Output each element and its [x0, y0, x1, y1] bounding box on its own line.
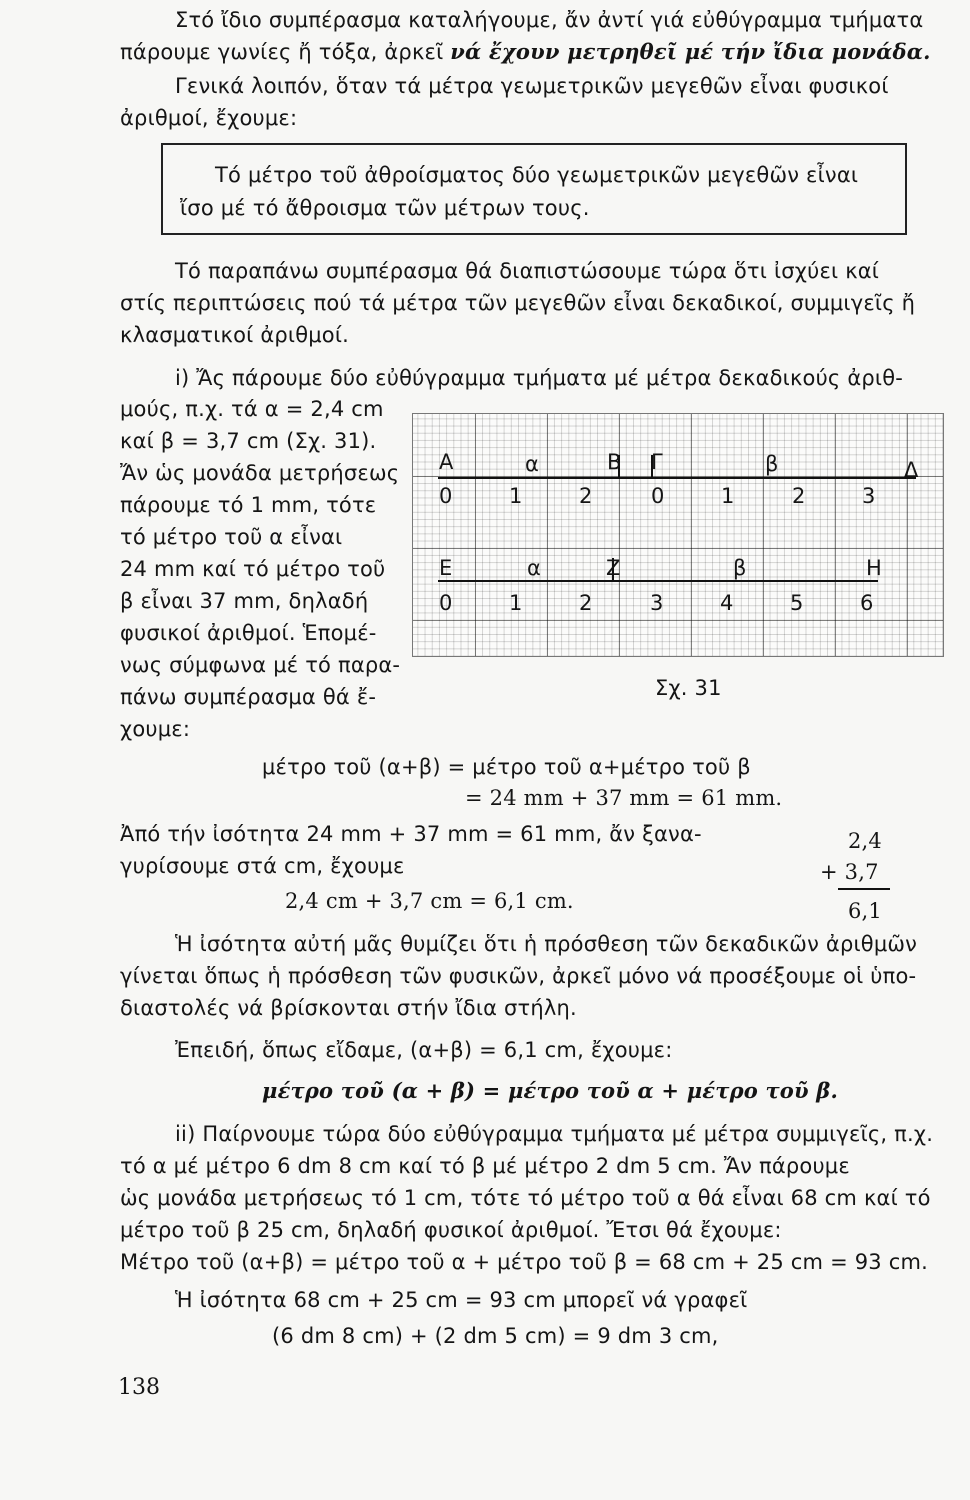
text-line: i) Ἄς πάρουμε δύο εὐθύγραμμα τμήματα μέ μέτρα δεκαδικούς ἀριθ- — [175, 366, 904, 390]
label-H: Η — [866, 556, 882, 580]
text-line: χουμε: — [120, 717, 191, 741]
label-alpha: α — [525, 452, 539, 476]
equation-line: (6 dm 8 cm) + (2 dm 5 cm) = 9 dm 3 cm, — [272, 1324, 719, 1348]
rule-line-2: ἴσο μέ τό ἄθροισμα τῶν μέτρων τους. — [180, 196, 590, 220]
text-line: μούς, π.χ. τά α = 2,4 cm — [120, 397, 384, 421]
tick-label: 1 — [509, 484, 523, 508]
rule-line-1: Τό μέτρο τοῦ ἀθροίσματος δύο γεωμετρικῶν μεγεθῶν εἶναι — [215, 163, 859, 187]
label-G: Γ — [651, 450, 663, 474]
text-line: β εἶναι 37 mm, δηλαδή — [120, 589, 369, 613]
text-line: Μέτρο τοῦ (α+β) = μέτρο τοῦ α + μέτρο τοῦ β = 68 cm + 25 cm = 93 cm. — [120, 1250, 929, 1274]
emphasis-text: νά ἔχουν μετρηθεῖ μέ τήν ἴδια μονάδα. — [450, 39, 931, 64]
text-line: Ἀπό τήν ἰσότητα 24 mm + 37 mm = 61 mm, ἄν ξανα- — [120, 822, 702, 846]
tick-label: 0 — [651, 484, 665, 508]
equation-line: μέτρο τοῦ (α+β) = μέτρο τοῦ α+μέτρο τοῦ β — [262, 755, 751, 779]
label-B: Β — [607, 450, 622, 474]
sum-rule — [838, 888, 890, 890]
text-line: πάρουμε τό 1 mm, τότε — [120, 493, 377, 517]
label-Z: Ζ — [606, 556, 621, 580]
tick-label: 5 — [790, 591, 804, 615]
equation-line: 2,4 cm + 3,7 cm = 6,1 cm. — [285, 889, 574, 913]
tick-label: 3 — [862, 484, 876, 508]
segment-alpha-beta-top — [438, 477, 916, 479]
text-line: Ἐπειδή, ὅπως εἴδαμε, (α+β) = 6,1 cm, ἔχουμε: — [175, 1038, 673, 1062]
text-line: γυρίσουμε στά cm, ἔχουμε — [120, 854, 405, 878]
text-line: διαστολές νά βρίσκονται στήν ἴδια στήλη. — [120, 996, 577, 1020]
label-D: Δ — [904, 458, 919, 482]
bold-equation: μέτρο τοῦ (α + β) = μέτρο τοῦ α + μέτρο τοῦ β. — [262, 1078, 838, 1103]
label-beta: β — [765, 452, 779, 476]
page-number: 138 — [118, 1375, 160, 1400]
text-span: πάρουμε γωνίες ἤ τόξα, ἀρκεῖ — [120, 40, 444, 64]
tick-label: 6 — [860, 591, 874, 615]
sum-result: 6,1 — [848, 899, 882, 923]
text-line: Ἡ ἰσότητα 68 cm + 25 cm = 93 cm μπορεῖ νά γραφεῖ — [175, 1288, 748, 1312]
segment-sum — [438, 580, 878, 582]
tick-label: 0 — [439, 591, 453, 615]
tick-label: 2 — [792, 484, 806, 508]
text-line: 24 mm καί τό μέτρο τοῦ — [120, 557, 386, 581]
text-line: καί β = 3,7 cm (Σχ. 31). — [120, 429, 377, 453]
text-line: ὡς μονάδα μετρήσεως τό 1 cm, τότε τό μέτρο τοῦ α θά εἶναι 68 cm καί τό — [120, 1186, 931, 1210]
text-line: φυσικοί ἀριθμοί. Ἑπομέ- — [120, 621, 377, 645]
tick-label: 1 — [721, 484, 735, 508]
text-line: Γενικά λοιπόν, ὅταν τά μέτρα γεωμετρικῶν μεγεθῶν εἶναι φυσικοί — [175, 74, 889, 98]
label-alpha: α — [527, 556, 541, 580]
text-line — [120, 36, 931, 68]
graph-paper-figure — [412, 413, 944, 657]
text-line: Τό παραπάνω συμπέρασμα θά διαπιστώσουμε τώρα ὅτι ἰσχύει καί — [175, 259, 880, 283]
text-line: γίνεται ὅπως ἡ πρόσθεση τῶν φυσικῶν, ἀρκεῖ μόνο νά προσέξουμε οἱ ὑπο- — [120, 964, 917, 988]
text-line: πάνω συμπέρασμα θά ἔ- — [120, 685, 377, 709]
tick-label: 2 — [579, 484, 593, 508]
text-line: Στό ἴδιο συμπέρασμα καταλήγουμε, ἄν ἀντί γιά εὐθύγραμμα τμήματα — [175, 8, 924, 32]
addend-a: 2,4 — [848, 829, 882, 853]
figure-caption: Σχ. 31 — [655, 676, 722, 700]
tick-label: 0 — [439, 484, 453, 508]
text-line: τό μέτρο τοῦ α εἶναι — [120, 525, 343, 549]
text-line: ii) Παίρνουμε τώρα δύο εὐθύγραμμα τμήματα μέ μέτρα συμμιγεῖς, π.χ. — [175, 1122, 934, 1146]
tick-label: 2 — [579, 591, 593, 615]
text-line: μέτρο τοῦ β 25 cm, δηλαδή φυσικοί ἀριθμοί. Ἔτσι θά ἔχουμε: — [120, 1218, 782, 1242]
tick-label: 3 — [650, 591, 664, 615]
text-line: στίς περιπτώσεις πού τά μέτρα τῶν μεγεθῶν εἶναι δεκαδικοί, συμμιγεῖς ἤ — [120, 291, 916, 315]
text-line: Ἡ ἰσότητα αὐτή μᾶς θυμίζει ὅτι ἡ πρόσθεση τῶν δεκαδικῶν ἀριθμῶν — [175, 932, 918, 956]
text-line: ἀριθμοί, ἔχουμε: — [120, 106, 298, 130]
text-line: κλασματικοί ἀριθμοί. — [120, 323, 350, 347]
tick-label: 4 — [720, 591, 734, 615]
addend-b: + 3,7 — [820, 860, 879, 884]
label-A: Α — [439, 450, 454, 474]
equation-line: = 24 mm + 37 mm = 61 mm. — [465, 786, 783, 810]
label-E: Ε — [439, 556, 453, 580]
text-line: τό α μέ μέτρο 6 dm 8 cm καί τό β μέ μέτρο 2 dm 5 cm. Ἄν πάρουμε — [120, 1154, 850, 1178]
text-line: νως σύμφωνα μέ τό παρα- — [120, 653, 401, 677]
text-line: Ἄν ὡς μονάδα μετρήσεως — [120, 461, 400, 485]
label-beta: β — [733, 556, 747, 580]
tick-label: 1 — [509, 591, 523, 615]
